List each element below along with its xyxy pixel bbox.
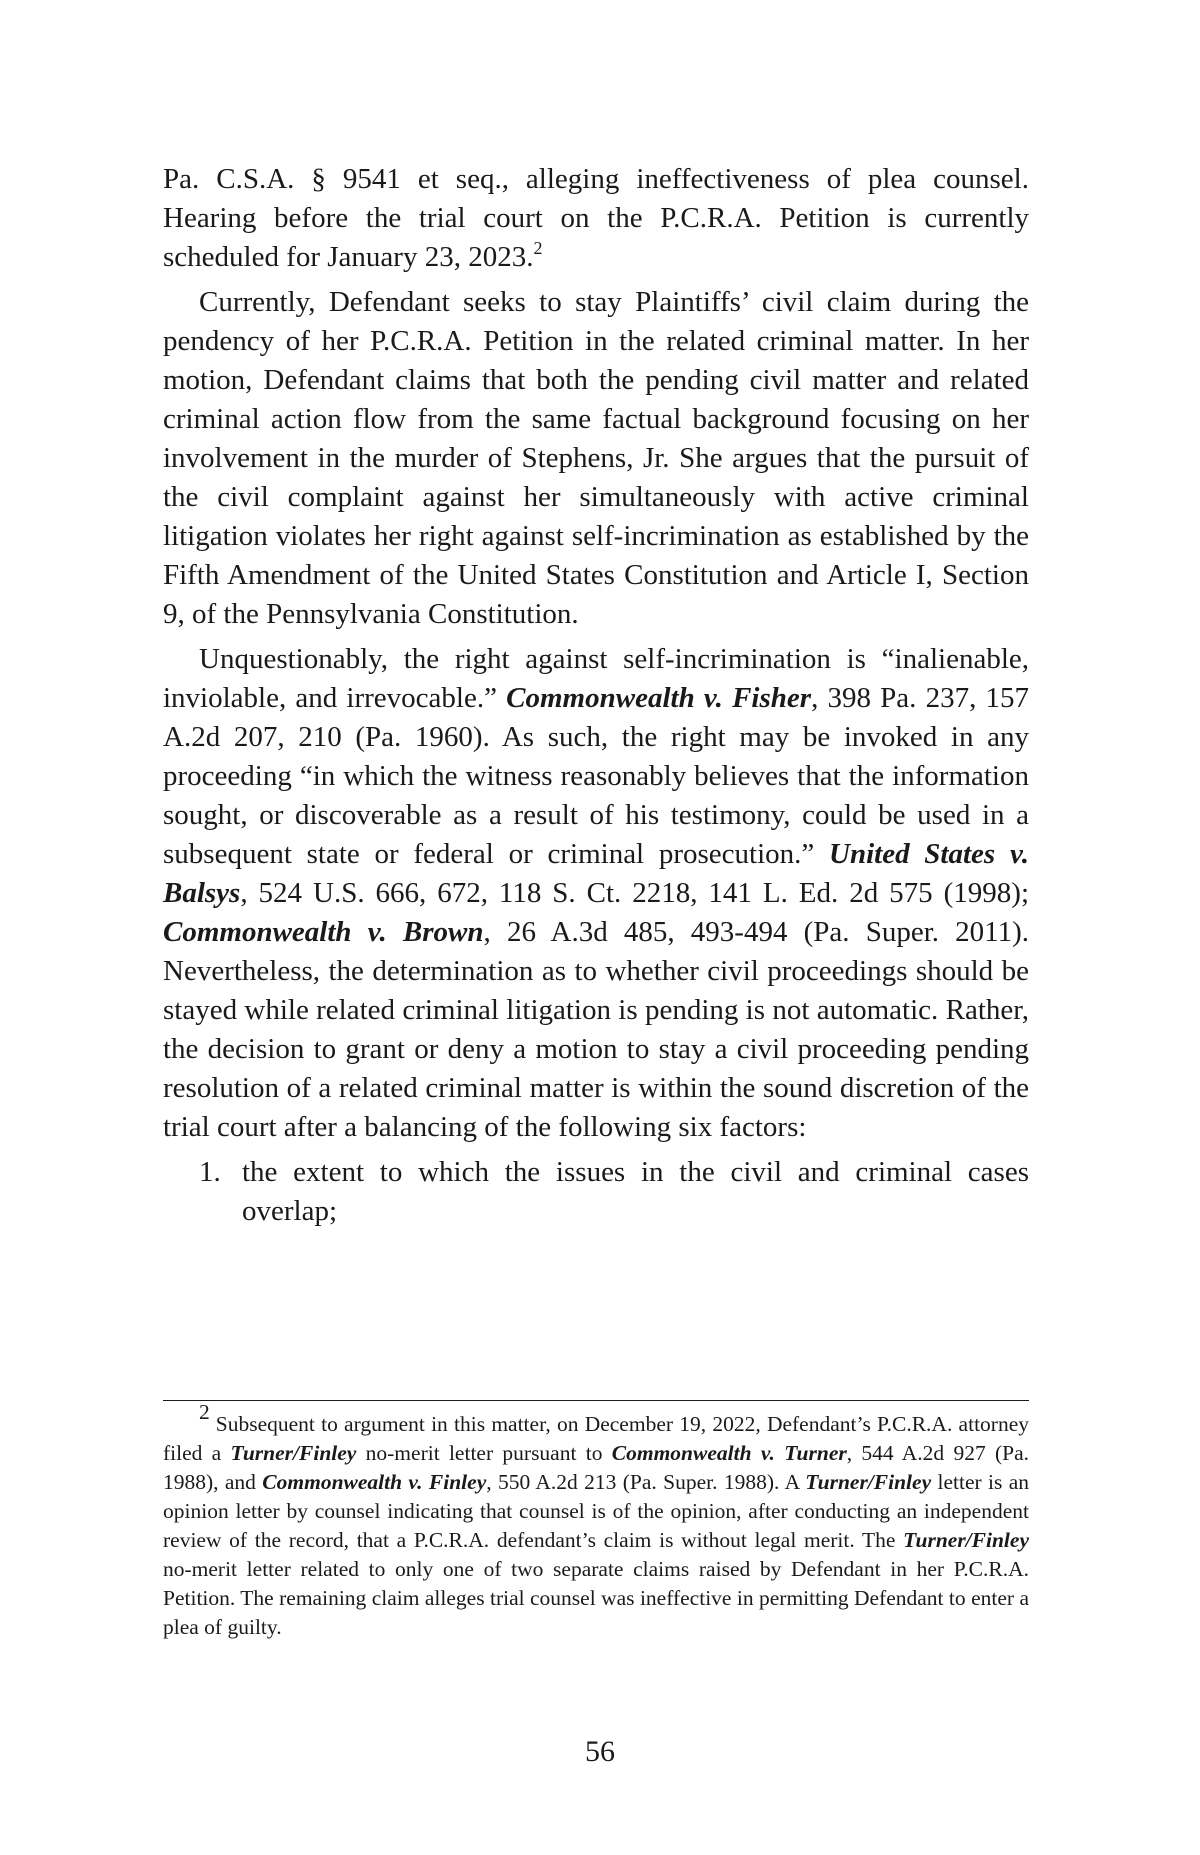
- page-number: 56: [585, 1735, 615, 1768]
- paragraph-3-text-b: , 398 Pa. 237, 157 A.2d 207, 210 (Pa. 1960). As such, the right may be invoked in any proceeding “in which the witness reasonably believes that the information sought, or discoverable as a result of his testimony, could be used in a subsequent state or federal or criminal prosecution.”: [163, 682, 1029, 870]
- paragraph-2: Currently, Defendant seeks to stay Plaintiffs’ civil claim during the pendency of her P.C.R.A. Petition in the related criminal matter. In her motion, Defendant claims that both the pending civil matter and related criminal action flow from the same factual background focusing on her involvement in the murder of Stephens, Jr. She argues that the pursuit of the civil complaint against her simultaneously with active criminal litigation violates her right against self-incrimination as established by the Fifth Amendment of the United States Constitution and Article I, Section 9, of the Pennsylvania Constitution.: [163, 286, 1029, 630]
- footnote-text-c: , 544 A.2d 927 (Pa. 1988), and: [163, 1441, 1030, 1494]
- footnote-text-d: , 550 A.2d 213 (Pa. Super. 1988). A: [486, 1470, 806, 1494]
- footnote-section: [163, 1400, 1030, 1642]
- case-citation-turner-finley-2: Turner/Finley: [805, 1470, 932, 1494]
- footnote-text-f: no-merit letter related to only one of two separate claims raised by Defendant in her P.C.R.A. Petition. The remaining claim alleges trial counsel was ineffective in permitting Defendant to enter a plea of guilty.: [163, 1557, 1029, 1639]
- paragraph-1: [163, 160, 1029, 277]
- list-item-number: 1.: [199, 1156, 221, 1188]
- paragraph-3-text-d: , 26 A.3d 485, 493-494 (Pa. Super. 2011). Nevertheless, the determination as to whether civil proceedings should be stayed while related criminal litigation is pending is not automatic. Rather, the decision to grant or deny a motion to stay a civil proceeding pending resolution of a related criminal matter is within the sound discretion of the trial court after a balancing of the following six factors:: [163, 916, 1030, 1143]
- case-citation-turner-finley-3: Turner/Finley: [903, 1528, 1029, 1552]
- case-citation-fisher: Commonwealth v. Fisher: [506, 682, 812, 714]
- case-citation-finley: Commonwealth v. Finley: [262, 1470, 487, 1494]
- paragraph-3: [163, 640, 1029, 1147]
- case-citation-turner: Commonwealth v. Turner: [611, 1441, 847, 1465]
- case-citation-balsys: United States v. Balsys: [163, 838, 1029, 909]
- footnote-text-b: no-merit letter pursuant to: [356, 1441, 612, 1465]
- paragraph-3-text-a: Unquestionably, the right against self-incrimination is “inalienable, inviolable, and irrevocable.”: [163, 643, 1029, 714]
- list-item: [163, 1153, 1029, 1231]
- case-citation-brown: Commonwealth v. Brown: [163, 916, 484, 948]
- footnote-text-e: letter is an opinion letter by counsel indicating that counsel is of the opinion, after conducting an independent review of the record, that a P.C.R.A. defendant’s claim is without legal merit. The: [163, 1470, 1029, 1552]
- footnote-marker: 2: [199, 1400, 210, 1424]
- footnote-2: [163, 1400, 1030, 1642]
- footnote-text-a: Subsequent to argument in this matter, on December 19, 2022, Defendant’s P.C.R.A. attorney filed a: [163, 1412, 1029, 1465]
- document-body: [163, 160, 1029, 1231]
- case-citation-turner-finley-1: Turner/Finley: [230, 1441, 357, 1465]
- list-item-text: the extent to which the issues in the civil and criminal cases overlap;: [242, 1156, 1029, 1227]
- footnote-divider: [163, 1400, 1029, 1401]
- footnote-reference[interactable]: 2: [533, 238, 543, 258]
- paragraph-1-text: Pa. C.S.A. § 9541 et seq., alleging ineffectiveness of plea counsel. Hearing before the trial court on the P.C.R.A. Petition is currently scheduled for January 23, 2023.: [163, 163, 1029, 273]
- paragraph-3-text-c: , 524 U.S. 666, 672, 118 S. Ct. 2218, 141 L. Ed. 2d 575 (1998);: [240, 877, 1029, 909]
